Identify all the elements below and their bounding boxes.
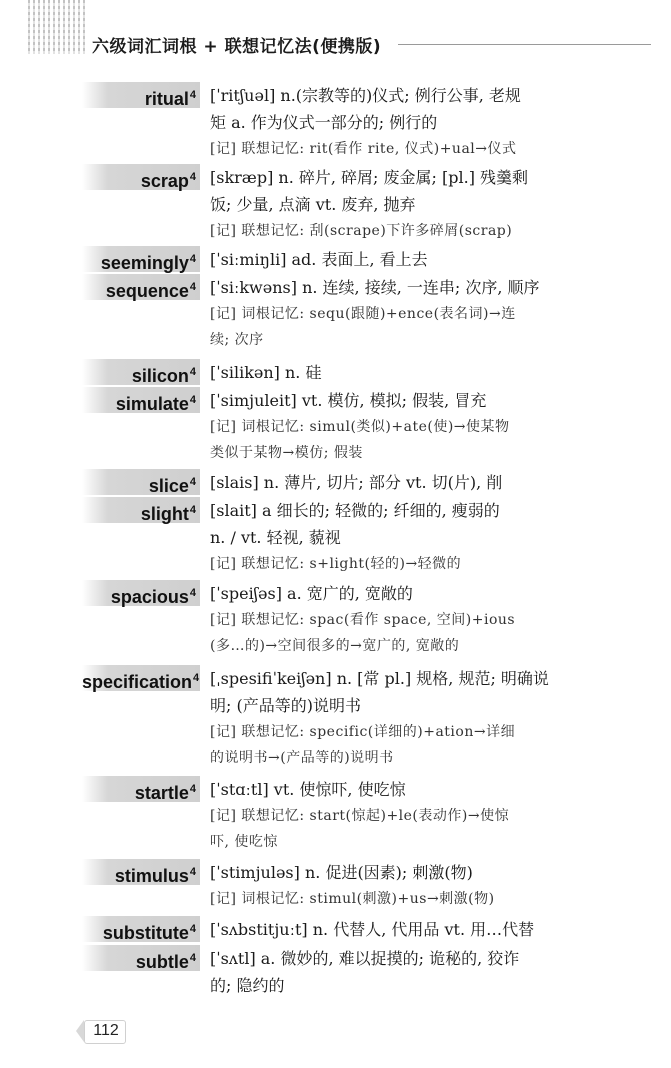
headword-level: 4 [189,89,196,101]
headword-level: 4 [189,866,196,878]
headword [82,82,200,108]
entry-definition: [ˈsʌtl] a. 微妙的, 难以捉摸的; 诡秘的, 狡诈 的; 隐约的 [210,949,520,995]
entry-mnemonic-note: [记] 联想记忆: 刮(scrape)下许多碎屑(scrap) [210,223,513,239]
entry-definition: [slais] n. 薄片, 切片; 部分 vt. 切(片), 削 [210,473,503,492]
headword [82,274,200,300]
entry-mnemonic-note: [记] 联想记忆: spac(看作 space, 空间)+ious (多…的)→空间很多的→宽广的, 宽敞的 [210,612,516,654]
headword [82,776,200,802]
headword [82,469,200,495]
entry-mnemonic-note: [记] 联想记忆: specific(详细的)+ation→详细 的说明书→(产品等的)说明书 [210,724,516,766]
headword [82,945,200,971]
headword-text: slight [140,504,189,524]
entry-mnemonic-note: [记] 词根记忆: stimul(刺激)+us→刺激(物) [210,891,495,907]
headword [82,580,200,606]
headword-level: 4 [189,253,196,265]
headword [82,246,200,272]
headword-text: slice [148,476,189,496]
headword-text: substitute [102,923,189,943]
headword-text: simulate [115,394,189,414]
entry-definition: [ˌspesifiˈkeiʃən] n. [常 pl.] 规格, 规范; 明确说 明; (产品等的)说明书 [210,669,549,715]
entry-definition: [ˈsiːkwəns] n. 连续, 接续, 一连串; 次序, 顺序 [210,278,540,297]
entry-mnemonic-note: [记] 联想记忆: s+light(轻的)→轻微的 [210,556,462,572]
header-rule [398,44,651,45]
headword-text: sequence [105,281,189,301]
entry-definition: [ˈritʃuəl] n.(宗教等的)仪式; 例行公事, 老规 矩 a. 作为仪式一部分的; 例行的 [210,86,521,132]
entry-definition: [ˈsʌbstitjuːt] n. 代替人, 代用品 vt. 用…代替 [210,920,535,939]
headword-level: 4 [189,923,196,935]
headword [82,665,200,691]
headword [82,164,200,190]
headword-level: 4 [189,366,196,378]
headword-text: startle [134,783,189,803]
entry-definition: [ˈsiːmiŋli] ad. 表面上, 看上去 [210,250,428,269]
headword-level: 4 [189,587,196,599]
running-header-title: 六级词汇词根 + 联想记忆法(便携版) [92,37,382,57]
headword-level: 4 [189,171,196,183]
headword-level: 4 [189,281,196,293]
headword [82,916,200,942]
headword-level: 4 [189,476,196,488]
headword-level: 4 [193,672,200,684]
headword [82,859,200,885]
entry-definition: [ˈstɑːtl] vt. 使惊吓, 使吃惊 [210,780,406,799]
headword-text: stimulus [114,866,189,886]
headword-text: silicon [131,366,189,386]
headword-text: scrap [140,171,189,191]
headword [82,387,200,413]
headword-level: 4 [189,394,196,406]
headword-level: 4 [189,783,196,795]
headword-text: subtle [135,952,189,972]
entry-mnemonic-note: [记] 词根记忆: simul(类似)+ate(使)→使某物 类似于某物→模仿; 假装 [210,419,510,461]
headword-level: 4 [189,504,196,516]
entry-definition: [slait] a 细长的; 轻微的; 纤细的, 瘦弱的 n. / vt. 轻视, 藐视 [210,501,500,547]
entry-definition: [ˈsilikən] n. 硅 [210,363,322,382]
entry-definition: [ˈspeiʃəs] a. 宽广的, 宽敞的 [210,584,413,603]
headword [82,359,200,385]
entry-mnemonic-note: [记] 联想记忆: start(惊起)+le(表动作)→使惊 吓, 使吃惊 [210,808,510,850]
headword-text: seemingly [100,253,189,273]
headword [82,497,200,523]
headword-text: specification [82,672,193,692]
entry-mnemonic-note: [记] 联想记忆: rit(看作 rite, 仪式)+ual→仪式 [210,141,517,157]
entry-definition: [ˈstimjuləs] n. 促进(因素); 刺激(物) [210,863,473,882]
headword-text: ritual [144,89,189,109]
header-decoration [28,0,86,54]
entry-definition: [ˈsimjuleit] vt. 模仿, 模拟; 假装, 冒充 [210,391,487,410]
entry-definition: [skræp] n. 碎片, 碎屑; 废金属; [pl.] 残羹剩 饭; 少量, 点滴 vt. 废弃, 抛弃 [210,168,529,214]
entry-mnemonic-note: [记] 词根记忆: sequ(跟随)+ence(表名词)→连 续; 次序 [210,306,516,348]
page-number: 112 [82,1016,130,1046]
headword-level: 4 [189,952,196,964]
headword-text: spacious [110,587,189,607]
